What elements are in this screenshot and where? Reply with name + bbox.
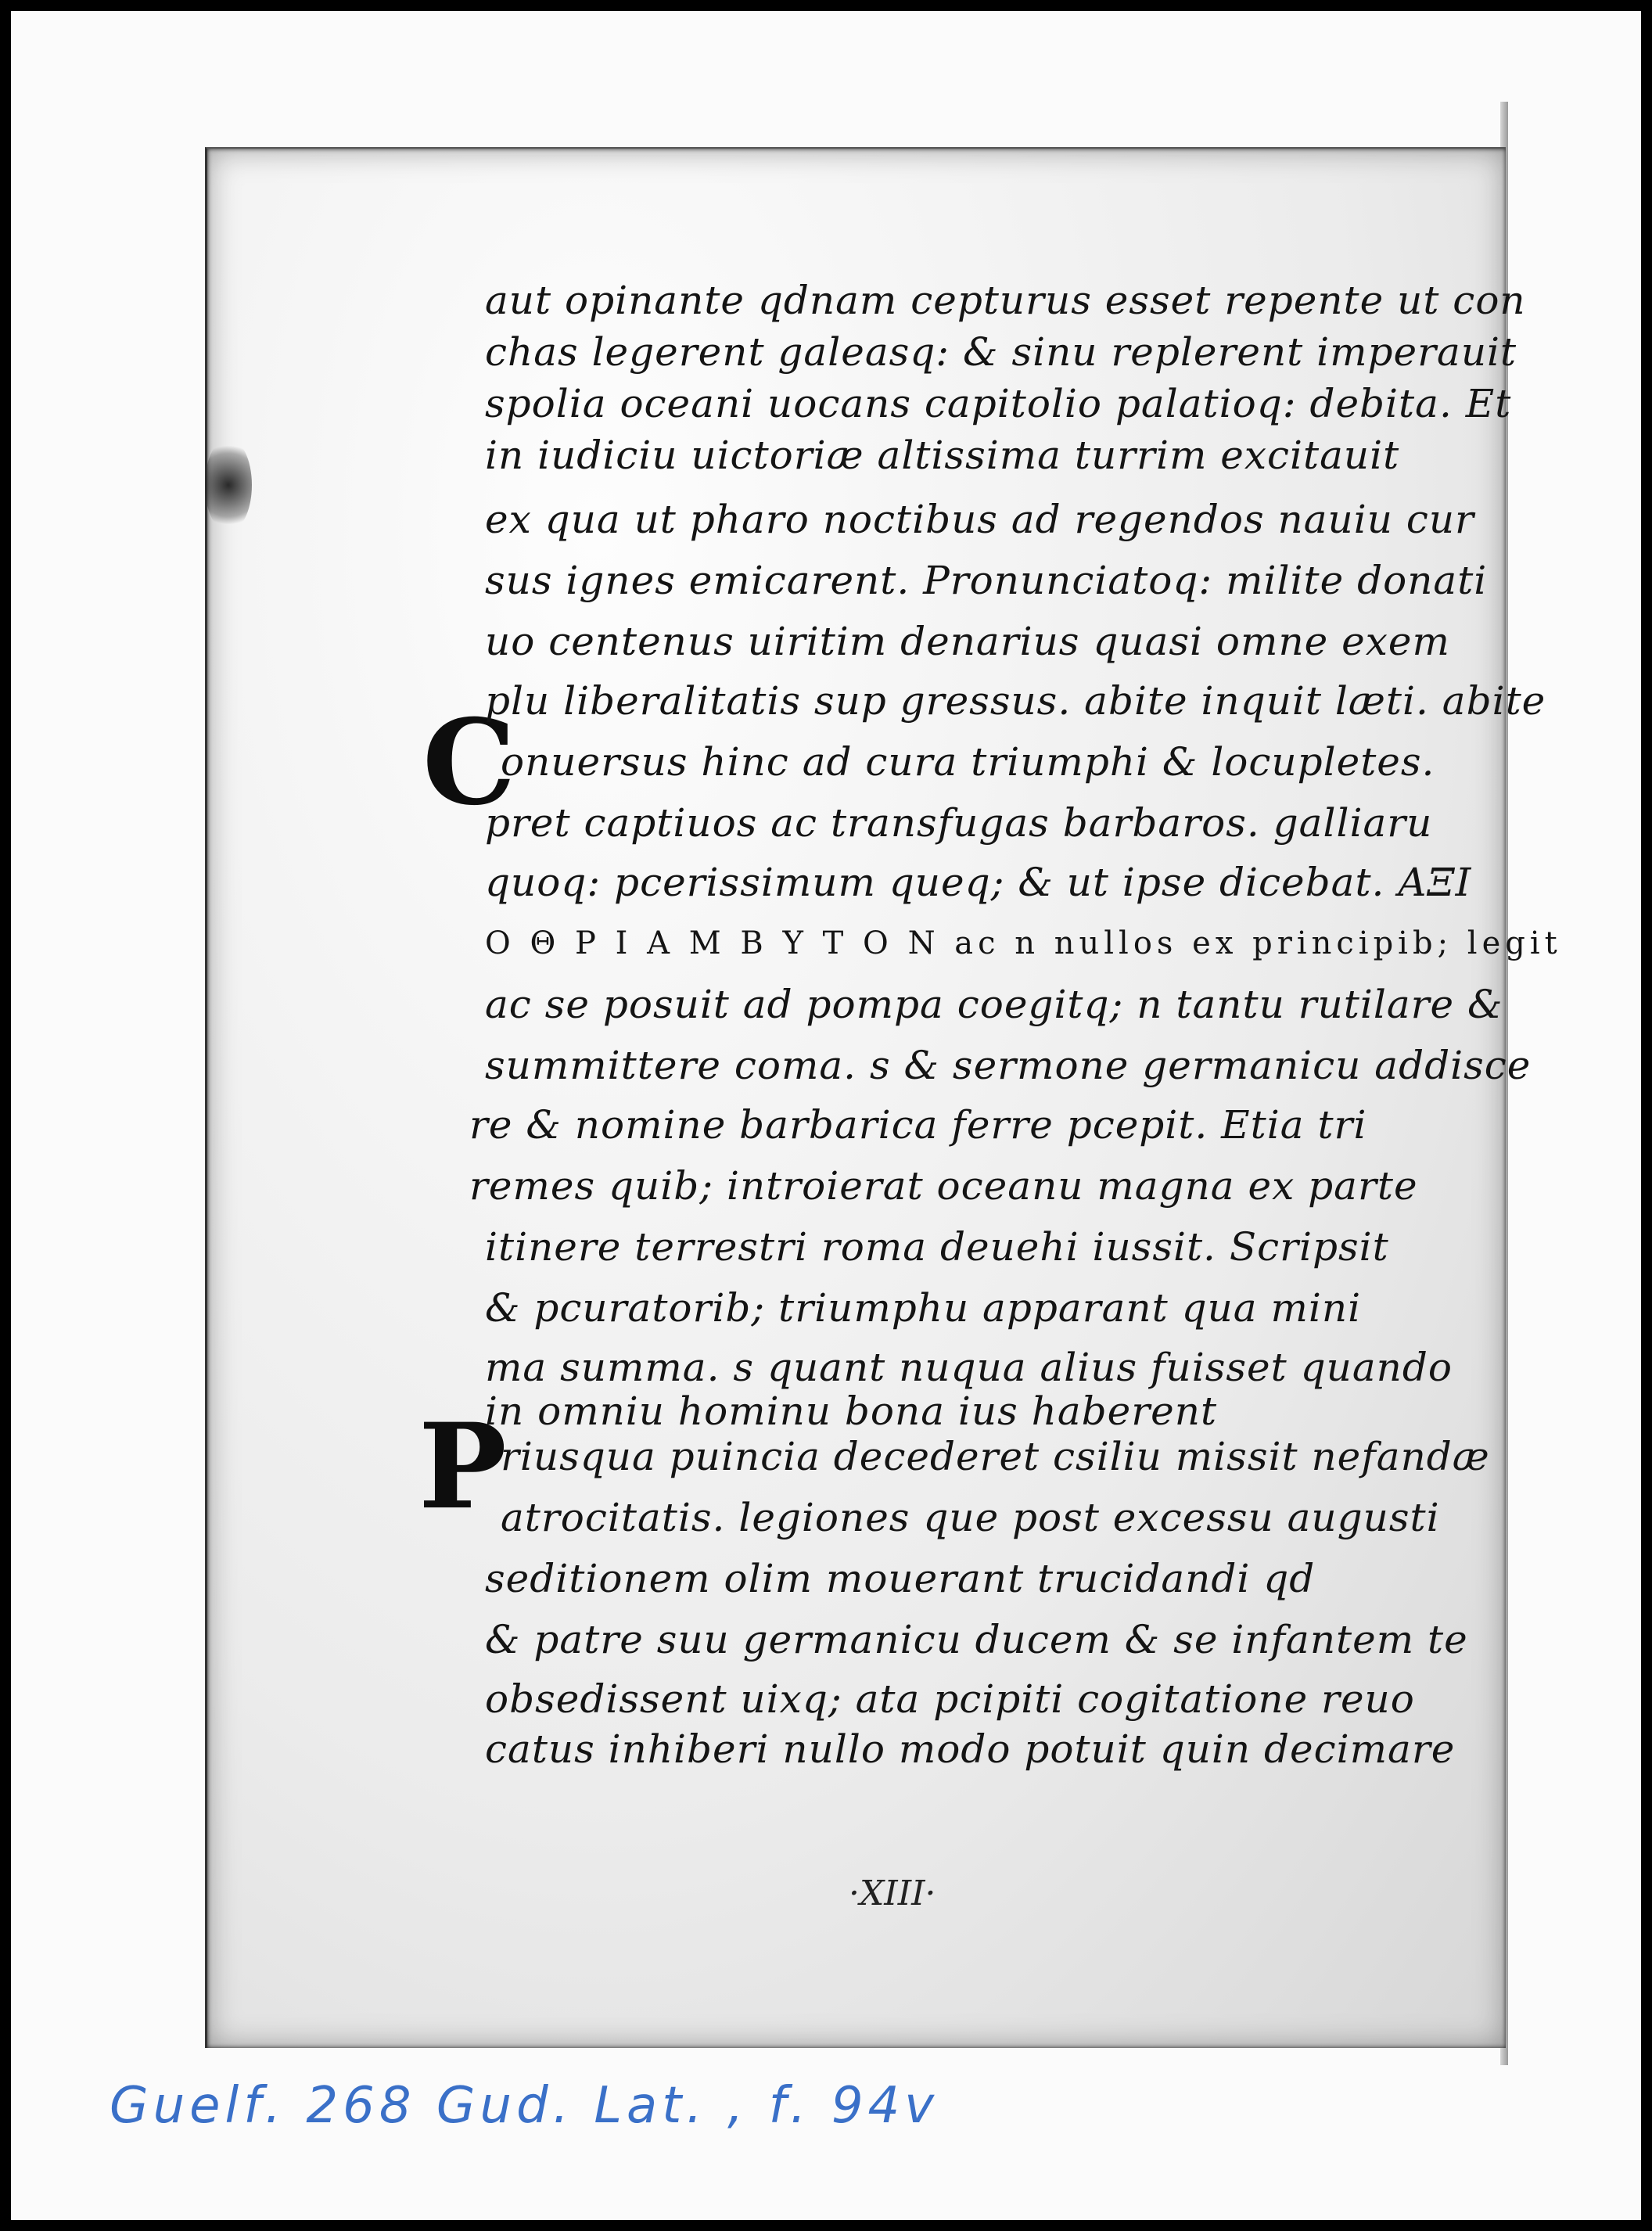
ms-line-6: sus ignes emicarent. Pronunciatoq: milite donati [485,558,1488,603]
ms-line-26: catus inhiberi nullo modo potuit quin decimare [485,1726,1456,1772]
ms-line-3: spolia oceani uocans capitolio palatioq: debita. Et [485,381,1512,426]
ms-line-15: re & nomine barbarica ferre pcepit. Etia tri [469,1102,1367,1148]
initial-p: P [418,1398,507,1536]
ms-line-13: ac se posuit ad pompa coegitq; n tantu rutilare & [485,982,1503,1027]
ms-line-21: riusqua puincia decederet csiliu missit nefandæ [501,1434,1490,1479]
ms-line-8: plu liberalitatis sup gressus. abite inquit læti. abite [485,678,1546,724]
margin-stain [205,438,252,532]
ms-line-12-greek: Ο Θ Ρ Ι Α Μ Β Υ Τ Ο Ν ac n nullos ex principib; legit [485,925,1562,961]
ms-line-24: & patre suu germanicu ducem & se infantem te [485,1617,1468,1662]
ms-line-20: in omniu hominu bona ius haberent [485,1389,1218,1434]
ms-line-19: ma summa. s quant nuqua alius fuisset quando [485,1345,1453,1390]
folio-number: ·XIII· [849,1874,936,1913]
ms-line-9: onuersus hinc ad cura triumphi & locupletes. [501,739,1435,785]
ms-line-23: seditionem olim mouerant trucidandi qd [485,1556,1316,1601]
shelfmark-annotation: Guelf. 268 Gud. Lat. , f. 94v [110,2077,939,2135]
ms-line-25: obsedissent uixq; ata pcipiti cogitatione reuo [485,1676,1415,1722]
ms-line-18: & pcuratorib; triumphu apparant qua mini [485,1285,1362,1331]
initial-c: C [422,694,516,832]
ms-line-16: remes quib; introierat oceanu magna ex parte [469,1163,1418,1209]
ms-line-7: uo centenus uiritim denarius quasi omne exem [485,619,1450,664]
ms-line-22: atrocitatis. legiones que post excessu augusti [501,1495,1440,1540]
ms-line-4: in iudiciu uictoriæ altissima turrim excitauit [485,433,1400,478]
ms-line-10: pret captiuos ac transfugas barbaros. galliaru [485,800,1433,846]
ms-line-14: summittere coma. s & sermone germanicu addisce [485,1043,1532,1088]
ms-line-1: aut opinante qdnam cepturus esset repente ut con [485,278,1526,323]
ms-line-17: itinere terrestri roma deuehi iussit. Scripsit [485,1224,1389,1270]
ms-line-2: chas legerent galeasq: & sinu replerent imperauit [485,329,1517,375]
ms-line-5: ex qua ut pharo noctibus ad regendos nauiu cur [485,497,1474,542]
ms-line-11: quoq: pcerissimum queq; & ut ipse dicebat. ΑΞΙ [485,860,1472,905]
